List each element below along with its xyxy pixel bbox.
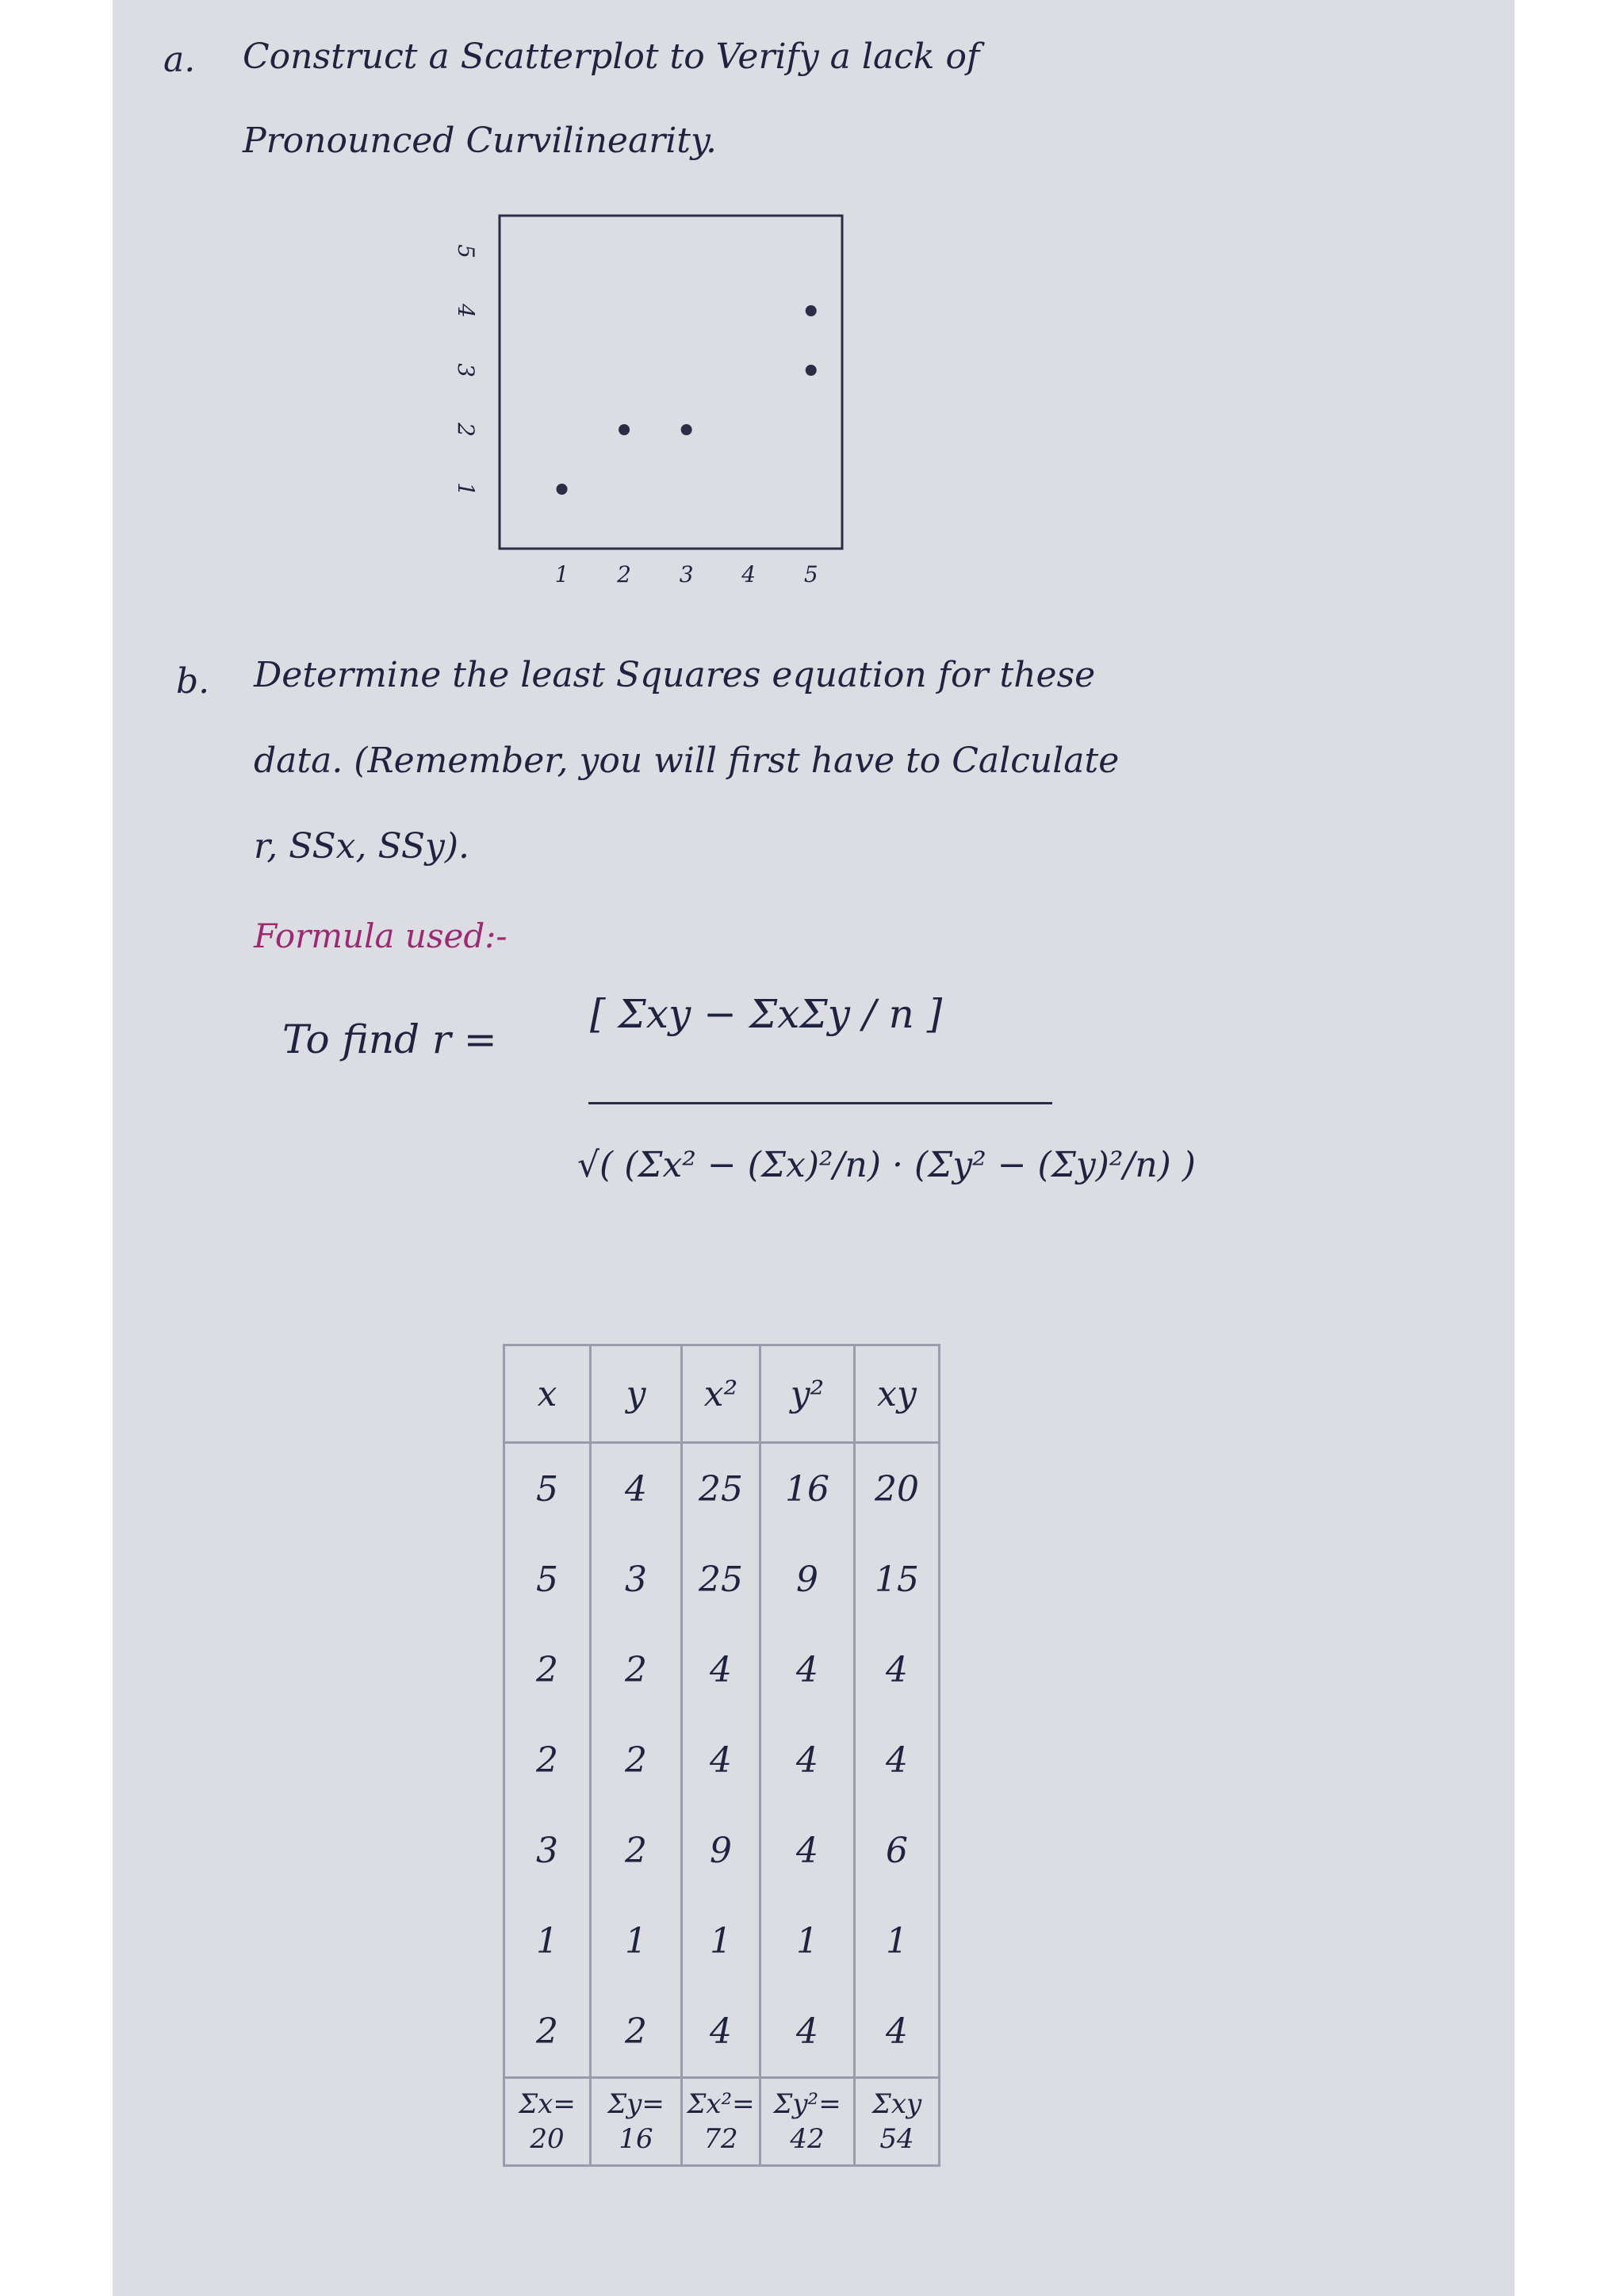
y-tick-label: 2 [453, 423, 479, 437]
part-a-line-2: Pronounced Curvilinearity. [243, 121, 717, 161]
cell: 1 [591, 1896, 682, 1986]
cell: 25 [682, 1443, 760, 1535]
data-table [503, 1344, 940, 2167]
y-tick-label: 1 [453, 482, 479, 496]
formula-heading: Formula used:- [254, 916, 508, 955]
scatter-point [681, 424, 692, 435]
cell: 2 [504, 1986, 591, 2078]
cell: 16 [760, 1443, 855, 1535]
scatter-point [557, 484, 568, 495]
cell: 4 [760, 1805, 855, 1896]
fraction-bar [588, 1102, 1052, 1104]
cell: 20 [855, 1443, 940, 1535]
x-tick-label: 2 [617, 561, 632, 587]
part-b-line-1: Determine the least Squares equation for these [254, 655, 1096, 695]
sum-cell-x-squared [682, 2078, 760, 2166]
part-b-line-2: data. (Remember, you will first have to Calculate [254, 740, 1120, 781]
sum-label: Σx= [519, 2088, 576, 2120]
scatter-point [806, 305, 817, 316]
sum-cell-x [504, 2078, 591, 2166]
formula-numerator: [ Σxy − ΣxΣy / n ] [590, 991, 943, 1037]
cell: 3 [504, 1805, 591, 1896]
cell: 9 [682, 1805, 760, 1896]
table-row [504, 1534, 940, 1624]
scatter-point [619, 424, 630, 435]
cell: 6 [855, 1805, 940, 1896]
y-tick-label: 4 [453, 304, 479, 318]
header-x-squared: x² [682, 1345, 760, 1443]
table-row [504, 1443, 940, 1535]
part-a-label: a. [163, 40, 196, 80]
part-a-line-1: Construct a Scatterplot to Verify a lack of [243, 36, 980, 77]
table-row [504, 1805, 940, 1896]
cell: 2 [591, 1805, 682, 1896]
x-tick-label: 1 [554, 561, 569, 587]
table-row [504, 1896, 940, 1986]
sum-label: Σy²= [773, 2088, 841, 2120]
sum-value: 20 [530, 2123, 565, 2155]
cell: 5 [504, 1443, 591, 1535]
cell: 4 [682, 1715, 760, 1805]
sum-value: 72 [703, 2123, 738, 2155]
formula-lead: To find r = [282, 1016, 497, 1062]
cell: 4 [682, 1986, 760, 2078]
table-row [504, 1624, 940, 1715]
sum-value: 54 [879, 2123, 914, 2155]
cell: 2 [591, 1986, 682, 2078]
cell: 4 [591, 1443, 682, 1535]
cell: 1 [760, 1896, 855, 1986]
cell: 2 [591, 1624, 682, 1715]
part-b-line-3: r, SSx, SSy). [254, 826, 469, 867]
y-tick-label: 5 [453, 244, 479, 258]
cell: 4 [760, 1715, 855, 1805]
sum-label: Σx²= [687, 2088, 755, 2120]
cell: 25 [682, 1534, 760, 1624]
sum-cell-y-squared [760, 2078, 855, 2166]
cell: 1 [855, 1896, 940, 1986]
sum-label: Σy= [607, 2088, 665, 2120]
cell: 9 [760, 1534, 855, 1624]
cell: 4 [682, 1624, 760, 1715]
cell: 3 [591, 1534, 682, 1624]
sum-row [504, 2078, 940, 2166]
header-xy: xy [855, 1345, 940, 1443]
formula-denominator: √( (Σx² − (Σx)²/n) · (Σy² − (Σy)²/n) ) [577, 1145, 1196, 1185]
sum-cell-xy [855, 2078, 940, 2166]
table-header-row [504, 1345, 940, 1443]
cell: 4 [855, 1624, 940, 1715]
plot-frame [500, 216, 842, 549]
cell: 1 [682, 1896, 760, 1986]
sum-value: 16 [619, 2123, 653, 2155]
header-y-squared: y² [760, 1345, 855, 1443]
cell: 4 [855, 1715, 940, 1805]
cell: 2 [591, 1715, 682, 1805]
cell: 15 [855, 1534, 940, 1624]
header-x: x [504, 1345, 591, 1443]
x-tick-label: 3 [679, 561, 694, 587]
cell: 4 [760, 1986, 855, 2078]
table-row [504, 1986, 940, 2078]
sum-label: Σxy [871, 2088, 922, 2120]
table-row [504, 1715, 940, 1805]
cell: 4 [855, 1986, 940, 2078]
right-margin [1515, 0, 1624, 2296]
cell: 1 [504, 1896, 591, 1986]
x-tick-label: 5 [803, 561, 818, 587]
left-margin [0, 0, 113, 2296]
sum-value: 42 [790, 2123, 825, 2155]
header-y: y [591, 1345, 682, 1443]
cell: 5 [504, 1534, 591, 1624]
cell: 4 [760, 1624, 855, 1715]
scatterplot [444, 206, 856, 603]
sum-cell-y [591, 2078, 682, 2166]
cell: 2 [504, 1624, 591, 1715]
cell: 2 [504, 1715, 591, 1805]
scatter-point [806, 365, 817, 376]
y-tick-label: 3 [453, 363, 479, 377]
x-tick-label: 4 [741, 561, 756, 587]
part-b-label: b. [176, 661, 210, 702]
